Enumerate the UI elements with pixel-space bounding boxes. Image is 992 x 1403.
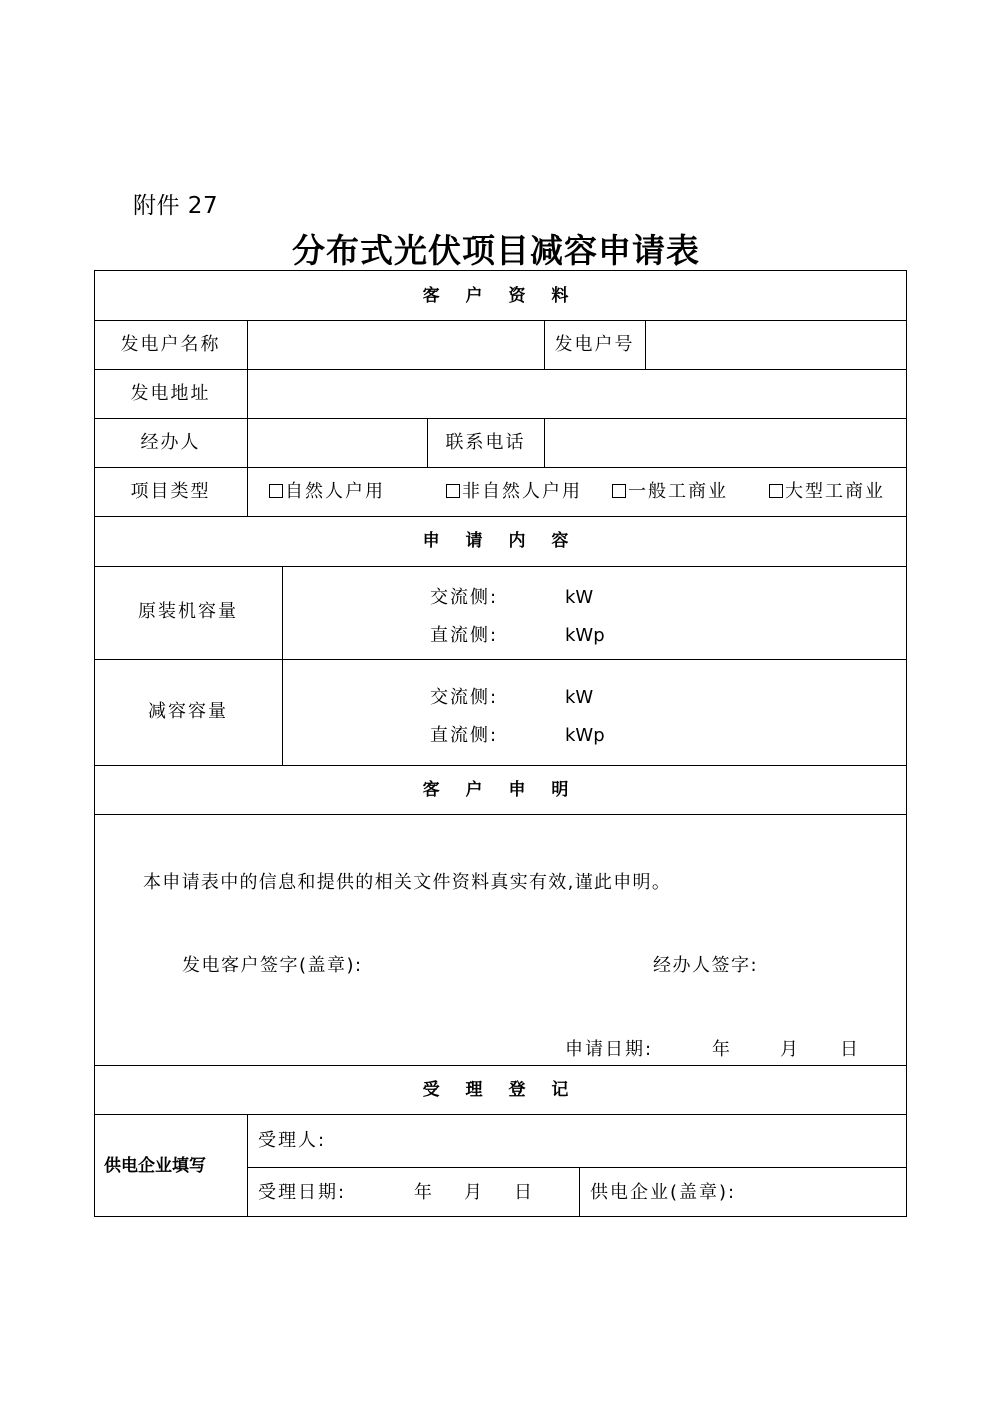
section-declaration: 客 户 申 明 [422,780,579,800]
phone-input[interactable] [546,419,906,466]
project-type-option[interactable] [769,481,885,503]
project-type-option-label: 非自然人户用 [462,481,582,502]
handler-input[interactable] [249,419,426,466]
column-divider [282,566,283,765]
receiver-label: 受理人: [258,1130,327,1151]
application-date-month: 月 [780,1039,798,1060]
checkbox-icon[interactable] [769,484,783,498]
original-capacity-label: 原装机容量 [138,601,238,622]
original-ac-label: 交流侧: [430,587,499,608]
company-seal-label: 供电企业(盖章): [590,1182,737,1203]
application-date-label: 申请日期: [565,1039,654,1060]
row-divider [247,1167,907,1168]
original-ac-unit: kW [565,587,594,608]
section-registration: 受 理 登 记 [422,1080,579,1100]
original-dc-unit: kWp [565,625,605,646]
application-date-year: 年 [712,1039,730,1060]
row-divider [94,566,907,567]
reduced-ac-label: 交流侧: [430,687,499,708]
row-divider [94,1065,907,1066]
registration-date-year: 年 [414,1182,432,1203]
project-type-option-label: 大型工商业 [785,481,885,502]
reduced-capacity-label: 减容容量 [148,701,228,722]
address-input[interactable] [249,370,906,417]
project-type-option[interactable] [269,481,385,503]
section-application: 申 请 内 容 [422,531,579,551]
generator-name-input[interactable] [249,321,543,368]
column-divider [247,320,248,517]
column-divider [645,320,646,369]
generator-no-label: 发电户号 [554,334,635,355]
row-divider [94,765,907,766]
project-type-option[interactable] [612,481,728,503]
reduced-dc-unit: kWp [565,725,605,746]
project-type-option-label: 一般工商业 [628,481,728,502]
handler-signature-label: 经办人签字: [653,955,759,976]
registration-date-month: 月 [464,1182,482,1203]
customer-signature-label: 发电客户签字(盖章): [182,955,363,976]
row-divider [94,1114,907,1115]
checkbox-icon[interactable] [612,484,626,498]
registration-date-day: 日 [514,1182,532,1203]
row-divider [94,516,907,517]
handler-label: 经办人 [140,432,201,453]
column-divider [544,418,545,467]
column-divider [579,1167,580,1217]
attachment-number: 附件 27 [133,193,219,219]
generator-no-input[interactable] [647,321,906,368]
fill-by-label: 供电企业填写 [104,1156,206,1176]
row-divider [94,467,907,468]
original-dc-label: 直流侧: [430,625,499,646]
section-customer-info: 客 户 资 料 [422,286,579,306]
phone-label: 联系电话 [445,432,526,453]
registration-date-label: 受理日期: [258,1182,347,1203]
checkbox-icon[interactable] [269,484,283,498]
checkbox-icon[interactable] [446,484,460,498]
column-divider [247,1114,248,1217]
row-divider [94,659,907,660]
reduced-dc-label: 直流侧: [430,725,499,746]
project-type-option-label: 自然人户用 [285,481,385,502]
form-title: 分布式光伏项目减容申请表 [292,231,700,270]
application-date-day: 日 [840,1039,858,1060]
receiver-input[interactable] [340,1126,900,1156]
generator-name-label: 发电户名称 [120,334,221,355]
address-label: 发电地址 [130,383,211,404]
reduced-ac-unit: kW [565,687,594,708]
project-type-option[interactable] [446,481,582,503]
declaration-statement: 本申请表中的信息和提供的相关文件资料真实有效,谨此申明。 [143,872,672,893]
project-type-label: 项目类型 [130,481,211,502]
row-divider [94,814,907,815]
